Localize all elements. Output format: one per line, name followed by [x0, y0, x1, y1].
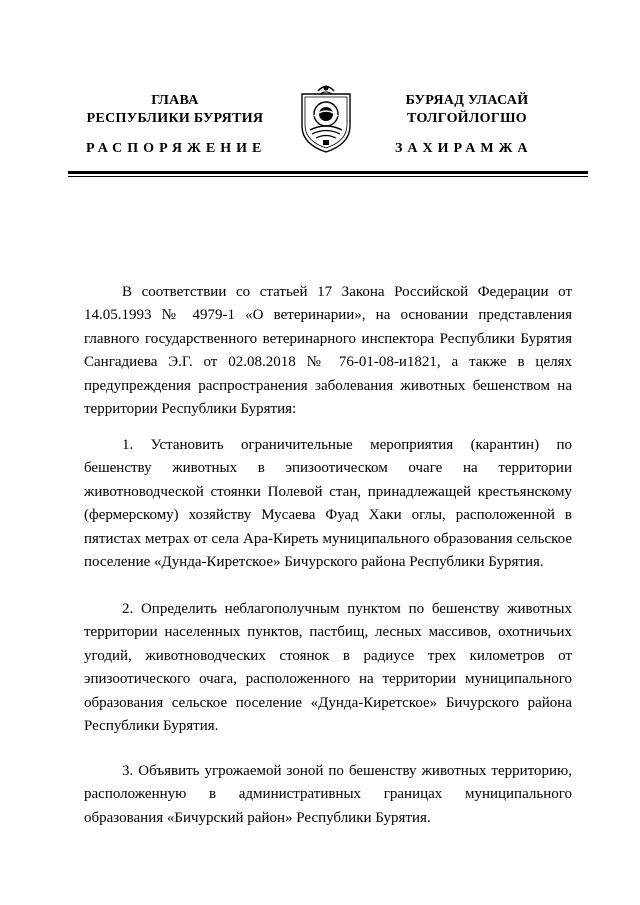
- issuer-buryat-line-1: БУРЯАД УЛАСАЙ: [405, 93, 529, 108]
- issuer-line-2: РЕСПУБЛИКИ БУРЯТИЯ: [86, 111, 264, 126]
- header-divider-thin: [68, 176, 588, 177]
- preamble-paragraph: [84, 281, 572, 421]
- clause-1-text: 1. Установить ограничительные мероприятия (карантин) по бешенству животных в эпизоотическом очаге на территории животноводческой стоянки Полевой стан, принадлежащей крестьянскому (фермерскому) хозяйству Мусаева Фуад Хаки оглы, расположенной в пятистах метрах от села Ара-Киреть муниципального образования сельское поселение «Дунда-Киретское» Бичурского района Республики Бурятия.: [84, 437, 572, 571]
- preamble-text: В соответствии со статьей 17 Закона Российской Федерации от 14.05.1993 № 4979-1 «О ветеринарии», на основании представления главного государственного ветеринарного инспектора Республики Бурятия Сангадиева Э.Г. от 02.08.2018 № 76-01-08-и1821, а также в целях предупреждения распространения заболевания животных бешенством на территории Республики Бурятия:: [84, 284, 572, 418]
- issuer-title-buryat: [382, 92, 552, 128]
- document-type-buryat: ЗАХИРАМЖА: [395, 141, 533, 156]
- clause-3-text: 3. Объявить угрожаемой зоной по бешенству животных территорию, расположенную в административных границах муниципального образования «Бичурский район» Республики Бурятия.: [84, 763, 572, 826]
- issuer-buryat-line-2: ТОЛГОЙЛОГШО: [407, 111, 527, 126]
- clause-2-text: 2. Определить неблагополучным пунктом по бешенству животных территории населенных пунктов, пастбищ, лесных массивов, охотничьих угодий, животноводческих стоянок в радиусе трех километров от эпизоотического очага, расположенного на территории муниципального образования сельское поселение «Дунда-Киретское» Бичурского района Республики Бурятия.: [84, 601, 572, 735]
- header-divider-thick: [68, 171, 588, 174]
- clause-3-paragraph: [84, 760, 572, 830]
- issuer-title-russian: [70, 92, 280, 128]
- clause-1-paragraph: [84, 434, 572, 574]
- issuer-line-1: ГЛАВА: [151, 93, 199, 108]
- clause-2-paragraph: [84, 598, 572, 738]
- coat-of-arms-icon: [296, 80, 356, 154]
- document-type-russian: РАСПОРЯЖЕНИЕ: [86, 141, 267, 156]
